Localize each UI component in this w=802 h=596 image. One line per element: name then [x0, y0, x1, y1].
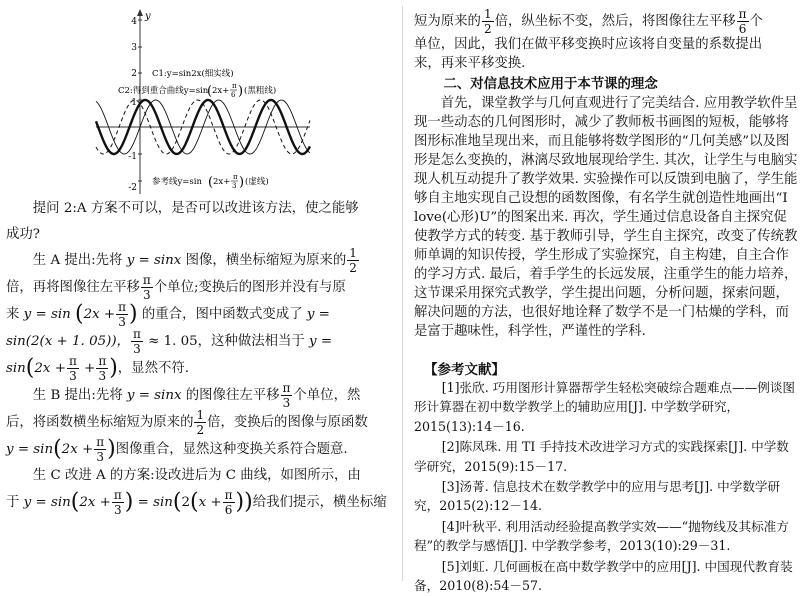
student-b-line-2: 后，将函数横坐标缩短为原来的 $\frac{1}{2}$ 倍，变换后的图像与原函数: [6, 408, 368, 437]
fraction-pi-3: $\frac{\pi}{3}$: [142, 273, 151, 302]
legend-ref-rparen: ): [239, 175, 245, 190]
continued-line-1: 短为原来的 $\frac{1}{2}$ 倍，纵坐标不变，然后，将图像往左平移 $\frac{\pi}{6}$ 个: [414, 7, 763, 36]
reference-item-5: [5]刘虹. 几何画板在高中数学教学中的应用[J]. 中国现代教育装备，2010(8):54－57.: [414, 558, 793, 594]
y-tick-3: 3: [131, 43, 137, 53]
legend-c2-rparen: ): [238, 84, 244, 99]
student-a-line-3: 来 y = sin (2x + $\frac{\pi}{3}$ ) 的重合，图中函数式变成了 y =: [6, 300, 330, 329]
reference-item-4: [4]叶秋平. 利用活动经验提高教学实效——“抛物线及其标准方程”的教学与感悟[J]. 中学教学参考，2013(10):29－31.: [414, 518, 789, 554]
question-2-line-2: 成功?: [6, 226, 40, 242]
continued-line-3: 来，再来平移变换.: [414, 56, 526, 71]
legend-ref-inner: 2x+: [213, 177, 231, 187]
legend-c2-lparen: (: [207, 84, 213, 99]
reference-item-1: [1]张欣. 巧用图形计算器帮学生轻松突破综合题难点——例谈图形计算器在初中数学教学上的辅助应用[J]. 中学数学研究，2015(13):14－16.: [414, 380, 796, 434]
y-tick-2: 2: [131, 69, 137, 79]
legend-ref-den: 3: [232, 182, 237, 190]
student-a-line-4: sin(2(x + 1. 05))， $\frac{\pi}{3}$ ≈ 1. 05，这种做法相当于 y =: [6, 327, 333, 356]
legend-ref: [152, 173, 269, 190]
right-body-text: [414, 8, 798, 341]
sine-graph: [96, 6, 311, 196]
sine-graph-figure: [96, 6, 311, 196]
student-b-line-3: y = sin(2x + $\frac{\pi}{3}$ )图像重合，显然这种变换关系符合题意.: [6, 435, 348, 464]
y-axis-arrow: [137, 9, 143, 16]
legend-ref-suffix: (虚线): [245, 177, 269, 187]
legend-ref-prefix: 参考线y=sin: [152, 177, 202, 187]
legend-c2-suffix: (黑粗线): [244, 86, 277, 96]
student-c-line-2: 于 y = sin(2x + $\frac{\pi}{3}$ ) = sin(2(x + $\frac{\pi}{6}$ ))给我们提示，横坐标缩: [6, 487, 387, 517]
legend-ref-lparen: (: [208, 175, 214, 190]
references-list: [414, 378, 798, 596]
fraction-1-2: $\frac{1}{2}$: [349, 246, 357, 275]
reference-item-2: [2]陈凤珠. 用 TI 手持技术改进学习方式的实践探索[J]. 中学数学研究，2015(9):15－17.: [414, 439, 789, 474]
legend-c2: [118, 82, 276, 99]
references-title: 【参考文献】: [424, 362, 505, 378]
right-column: [414, 0, 798, 594]
legend-c1: C1:y=sin2x(细实线): [152, 69, 234, 79]
y-ticks: [128, 17, 137, 193]
column-divider: [402, 6, 403, 581]
legend-ref-num: π: [233, 173, 238, 181]
legend-c2-prefix: C2:得到重合曲线y=sin: [118, 86, 209, 96]
y-tick-neg1: -1: [128, 152, 137, 162]
legend-c2-den: 6: [231, 91, 236, 99]
student-a-line-1: 生 A 提出:先将 y = sinx 图像，横坐标缩短为原来的 $\frac{1}{2}$: [32, 246, 357, 275]
legend-c2-inner: 2x+: [212, 86, 230, 96]
section-heading: 二、对信息技术应用于本节课的理念: [443, 76, 658, 92]
y-axis-label: y: [145, 11, 151, 22]
y-tick-4: 4: [131, 17, 137, 27]
question-2-line-1: 提问 2:A 方案不可以，是否可以改进该方法，使之能够: [32, 201, 359, 216]
left-column: [6, 0, 390, 585]
student-a-line-5: sin(2x + $\frac{\pi}{3}$ + $\frac{\pi}{3}$ )，显然不符.: [6, 354, 190, 383]
student-b-line-1: 生 B 提出:先将 y = sinx 的图像往左平移 $\frac{\pi}{3}$ 个单位，然: [32, 381, 361, 410]
student-c-line-1: 生 C 改进 A 的方案:设改进后为 C 曲线，如图所示，由: [32, 468, 361, 483]
continued-line-2: 单位，因此，我们在做平移变换时应该将自变量的系数提出: [414, 37, 763, 52]
legend-c2-num: π: [232, 82, 237, 90]
left-body-text: [6, 196, 390, 516]
y-tick-neg2: -2: [128, 183, 137, 193]
reference-item-3: [3]汤菁. 信息技术在数学教学中的应用与思考[J]. 中学数学研究，2015(2):12－14.: [414, 479, 781, 514]
section-body: 首先，课堂教学与几何直观进行了完美结合. 应用教学软件呈现一些动态的几何图形时，减少了教师板书画图的短板，能够将图形标准地呈现出来，而且能够将数学图形的“几何美感”以及图形是怎么变换的，淋漓尽致地展现给学生. 其次，让学生与电脑实现人机互动提升了教学效果. 实验操作可以反馈到电脑了，学生能够自主地实现自己设想的函数图像，有名学生就创造性地画出“I love(心形)U”的图案出来. 再次，学生通过信息设备自主探究促使教学方式的转变. 基于教师引导，学生自主探究，改变了传统教师单调的知识传授，学生形成了实验探究，自主构建，自主合作的学习方式. 最后，着手学生的长远发展，注重学生的能力培养，这节课采用探究式教学，学生提出问题，分析问题，探索问题，解决问题的方法，也很好地诠释了数学不是一门枯燥的学科，而是富于趣味性，科学性，严谨性的学科.: [414, 96, 798, 339]
y-tick-1: 1: [131, 98, 137, 108]
student-a-line-2: 倍，再将图像往左平移 $\frac{\pi}{3}$ 个单位;变换后的图形并没有与原: [6, 273, 346, 302]
